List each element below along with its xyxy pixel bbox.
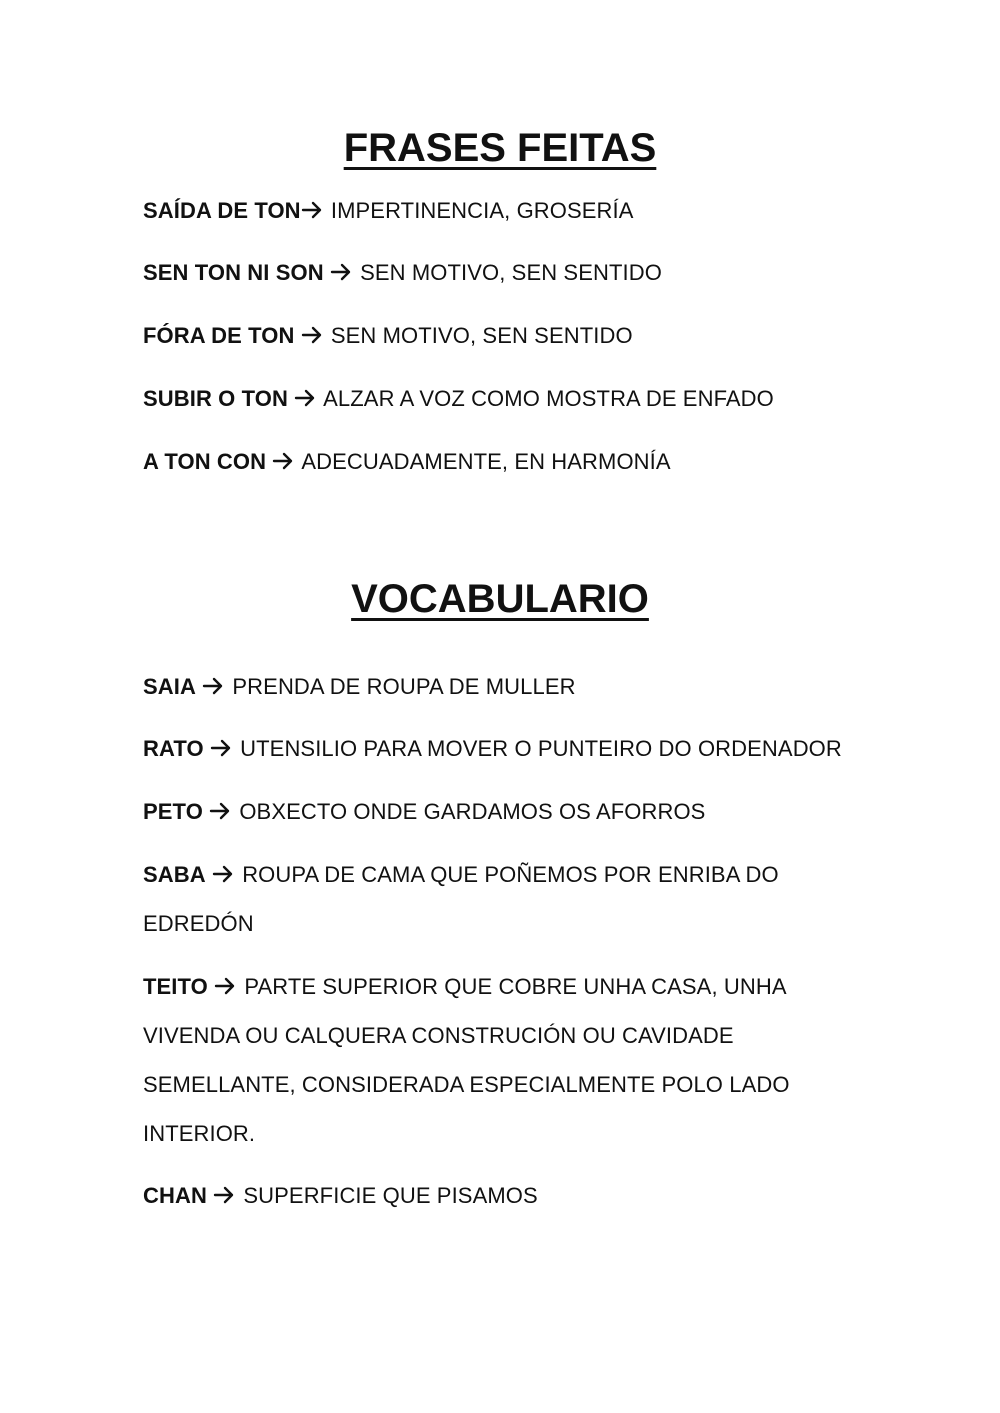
frase-entry: [143, 374, 863, 423]
vocab-definition: PARTE SUPERIOR QUE COBRE UNHA CASA, UNHA VIVENDA OU CALQUERA CONSTRUCIÓN OU CAVIDADE SEMELLANTE, CONSIDERADA ESPECIALMENTE POLO LADO INTERIOR.: [143, 974, 790, 1146]
right-arrow-icon: [213, 1185, 237, 1205]
vocab-definition: UTENSILIO PARA MOVER O PUNTEIRO DO ORDENADOR: [240, 736, 842, 761]
frase-definition: SEN MOTIVO, SEN SENTIDO: [360, 260, 662, 285]
vocab-entry: [143, 850, 803, 948]
vocab-entry: [143, 1171, 863, 1220]
vocab-term: SAIA: [143, 674, 196, 699]
right-arrow-icon: [301, 325, 325, 345]
frase-term: A TON CON: [143, 449, 267, 474]
right-arrow-icon: [212, 864, 236, 884]
frase-definition: IMPERTINENCIA, GROSERÍA: [330, 198, 634, 223]
frase-entry: [143, 311, 863, 360]
vocab-entry: [143, 962, 803, 1158]
frase-term: SEN TON NI SON: [143, 260, 324, 285]
vocab-term: SABA: [143, 862, 206, 887]
frase-entry: [143, 248, 863, 297]
right-arrow-icon: [209, 801, 233, 821]
vocab-term: RATO: [143, 736, 204, 761]
vocab-term: TEITO: [143, 974, 208, 999]
vocab-entry: [143, 787, 863, 836]
right-arrow-icon: [330, 262, 354, 282]
vocab-term: CHAN: [143, 1183, 207, 1208]
right-arrow-icon: [294, 388, 318, 408]
vocab-definition: ROUPA DE CAMA QUE POÑEMOS POR ENRIBA DO EDREDÓN: [143, 862, 779, 936]
right-arrow-icon: [214, 976, 238, 996]
frase-term: FÓRA DE TON: [143, 323, 295, 348]
frase-term: SUBIR O TON: [143, 386, 288, 411]
vocab-entry: [143, 724, 863, 773]
frase-definition: ADECUADAMENTE, EN HARMONÍA: [301, 449, 671, 474]
right-arrow-icon: [301, 200, 325, 220]
frase-entry: [143, 437, 863, 486]
vocabulario-title: VOCABULARIO: [351, 577, 649, 621]
vocab-definition: PRENDA DE ROUPA DE MULLER: [232, 674, 576, 699]
right-arrow-icon: [210, 738, 234, 758]
frase-term: SAÍDA DE TON: [143, 198, 301, 223]
vocab-definition: SUPERFICIE QUE PISAMOS: [243, 1183, 538, 1208]
frase-entry: [143, 186, 863, 235]
vocab-entry: [143, 662, 863, 711]
right-arrow-icon: [272, 451, 296, 471]
right-arrow-icon: [202, 676, 226, 696]
frase-definition: ALZAR A VOZ COMO MOSTRA DE ENFADO: [323, 386, 774, 411]
vocab-term: PETO: [143, 799, 203, 824]
vocab-definition: OBXECTO ONDE GARDAMOS OS AFORROS: [239, 799, 706, 824]
frase-definition: SEN MOTIVO, SEN SENTIDO: [330, 323, 633, 348]
frases-feitas-title: FRASES FEITAS: [343, 126, 657, 170]
